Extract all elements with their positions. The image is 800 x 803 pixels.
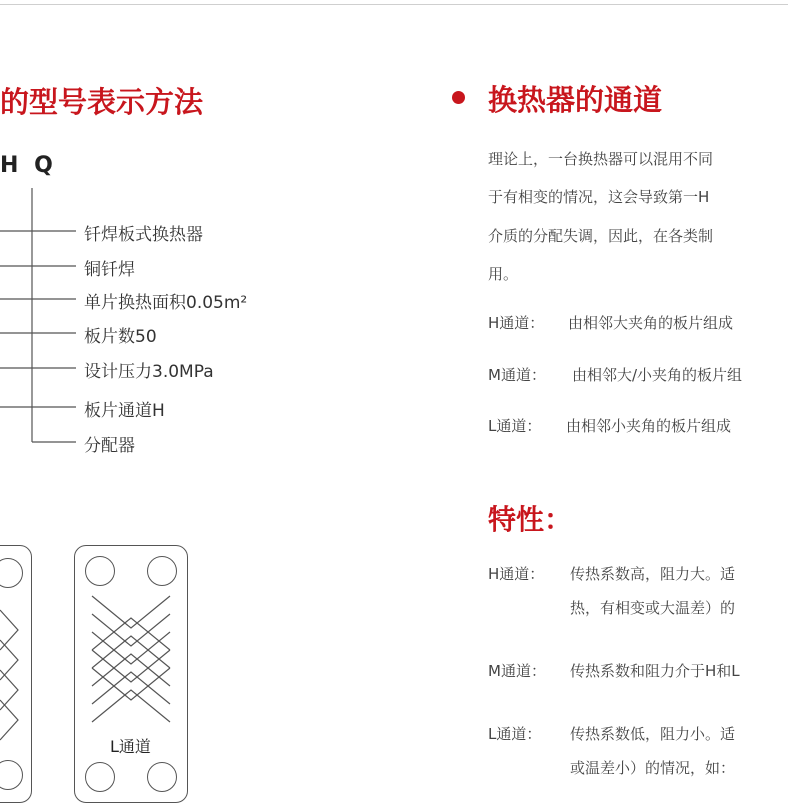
label-plate-area: 单片换热面积0.05m² xyxy=(84,293,248,313)
feature-h-line-2: 热，有相变或大温差）的 xyxy=(570,599,736,617)
model-heading: 的型号表示方法 xyxy=(0,85,204,119)
port-circle xyxy=(147,762,177,792)
channel-m-text: 由相邻大/小夹角的板片组 xyxy=(572,366,743,384)
port-circle xyxy=(0,558,23,588)
intro-line-4: 用。 xyxy=(488,265,519,283)
label-plate-count: 板片数50 xyxy=(84,327,157,347)
feature-l-name: L通道： xyxy=(488,725,542,743)
channel-heading: 换热器的通道 xyxy=(488,83,663,117)
port-circle xyxy=(147,556,177,586)
intro-line-1: 理论上，一台换热器可以混用不同 xyxy=(488,150,714,168)
feature-m-line-1: 传热系数和阻力介于H和L xyxy=(570,662,740,680)
feature-l-line-1: 传热系数低，阻力小。适 xyxy=(570,725,736,743)
bullet-icon xyxy=(452,91,465,104)
top-divider xyxy=(0,4,788,5)
channel-h-name: H通道： xyxy=(488,314,545,332)
feature-m-name: M通道： xyxy=(488,662,546,680)
features-heading: 特性： xyxy=(488,503,573,536)
chevron-pattern-l-channel xyxy=(78,588,188,728)
chevron-pattern-partial xyxy=(0,600,40,760)
label-plate-channel: 板片通道H xyxy=(84,401,165,421)
channel-h-text: 由相邻大夹角的板片组成 xyxy=(568,314,734,332)
channel-m-name: M通道： xyxy=(488,366,546,384)
intro-line-3: 介质的分配失调，因此，在各类制 xyxy=(488,227,714,245)
channel-l-name: L通道： xyxy=(488,417,542,435)
label-design-pressure: 设计压力3.0MPa xyxy=(84,362,214,382)
port-circle xyxy=(85,762,115,792)
channel-l-text: 由相邻小夹角的板片组成 xyxy=(566,417,732,435)
feature-h-line-1: 传热系数高，阻力大。适 xyxy=(570,565,736,583)
label-distributor: 分配器 xyxy=(84,436,135,456)
model-code: H Q xyxy=(0,153,57,178)
port-circle xyxy=(0,760,23,790)
feature-l-line-2: 或温差小）的情况，如： xyxy=(570,759,736,777)
intro-line-2: 于有相变的情况，这会导致第一H xyxy=(488,188,710,206)
label-brazed-plate-exchanger: 钎焊板式换热器 xyxy=(84,225,203,245)
model-tree-lines xyxy=(0,180,80,460)
l-channel-label: L通道 xyxy=(110,737,151,756)
feature-h-name: H通道： xyxy=(488,565,545,583)
label-copper-brazing: 铜钎焊 xyxy=(84,260,135,280)
port-circle xyxy=(85,556,115,586)
